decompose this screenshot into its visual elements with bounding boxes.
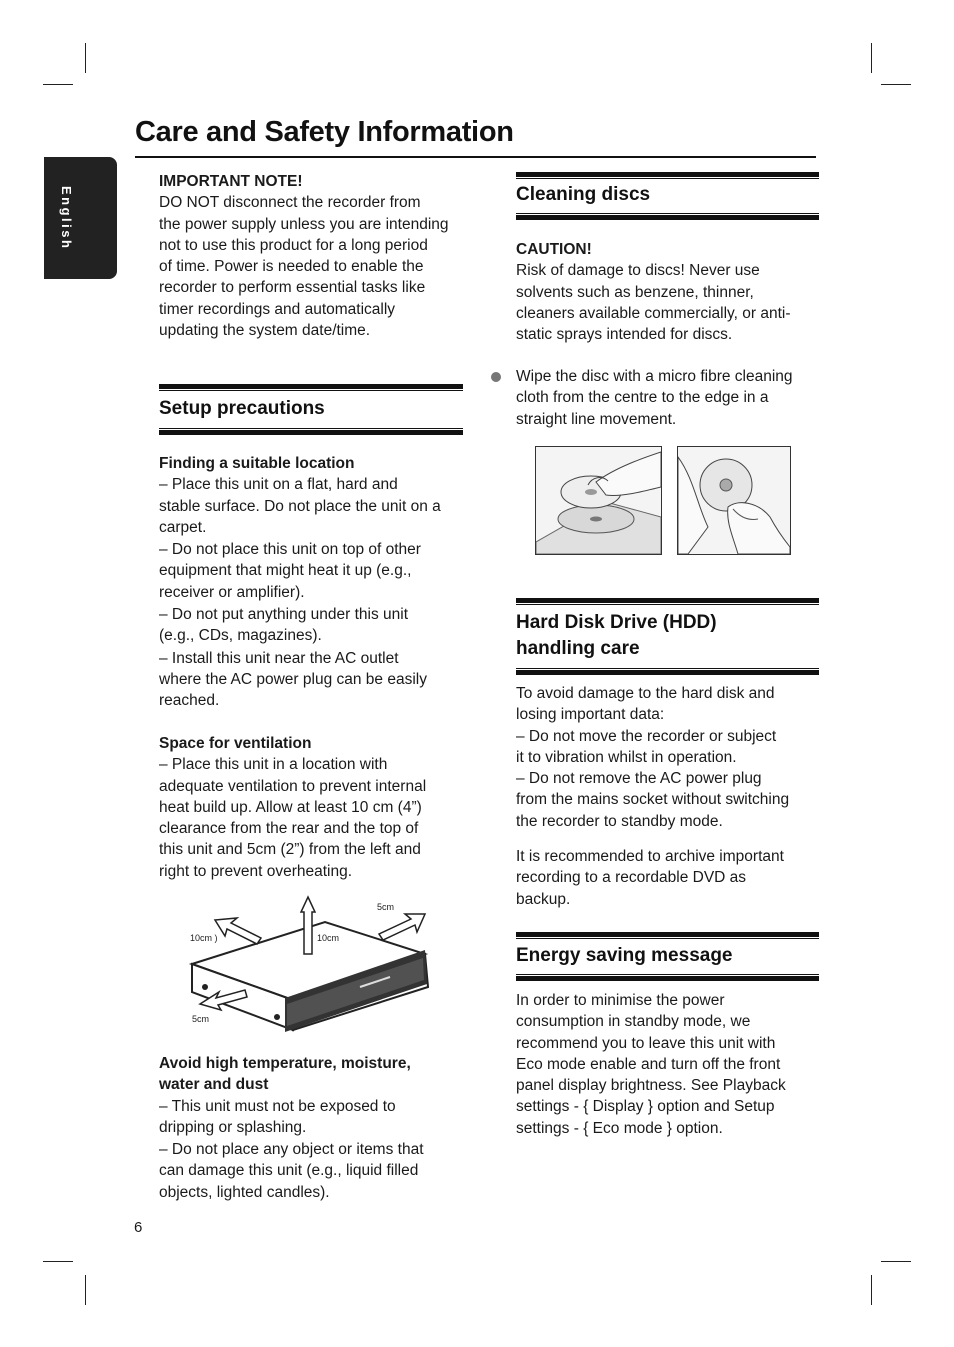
text-line: consumption in standby mode, we — [516, 1013, 751, 1031]
location-section — [159, 453, 469, 712]
text-line: stable surface. Do not place the unit on a — [159, 497, 441, 515]
energy-saving-heading: Energy saving message — [516, 945, 733, 966]
section-rule — [159, 430, 463, 435]
text-line: it to vibration whilst in operation. — [516, 748, 737, 766]
text-line: backup. — [516, 890, 571, 908]
ventilation-diagram — [185, 892, 440, 1037]
text-line: – Do not remove the AC power plug — [516, 770, 762, 788]
hdd-heading-line: handling care — [516, 638, 640, 659]
text-line: receiver or amplifier). — [159, 583, 305, 601]
text-line: of time. Power is needed to enable the — [159, 258, 424, 276]
crop-mark — [871, 43, 872, 73]
figure-label: 5cm — [192, 1014, 210, 1024]
text-line: It is recommended to archive important — [516, 848, 784, 866]
text-line: the recorder to standby mode. — [516, 812, 723, 830]
text-line: static sprays intended for discs. — [516, 326, 733, 344]
language-tab — [44, 157, 117, 279]
section-rule — [516, 213, 819, 214]
text-line: panel display brightness. See Playback — [516, 1077, 786, 1095]
text-line: objects, lighted candles). — [159, 1183, 330, 1201]
section-rule — [516, 178, 819, 179]
text-line: cloth from the centre to the edge in a — [516, 389, 769, 407]
text-line: solvents such as benzene, thinner, — [516, 283, 754, 301]
setup-precautions-heading: Setup precautions — [159, 398, 325, 419]
text-line: (e.g., CDs, magazines). — [159, 627, 322, 645]
figure-label: 10cm ) — [190, 933, 218, 943]
text-line: the power supply unless you are intending — [159, 215, 449, 233]
section-rule — [159, 428, 463, 429]
text-line: where the AC power plug can be easily — [159, 670, 427, 688]
text-line: not to use this product for a long period — [159, 236, 428, 254]
figure-label: 10cm — [317, 933, 340, 943]
text-line: carpet. — [159, 518, 207, 536]
crop-mark — [881, 84, 911, 85]
cleaning-discs-heading: Cleaning discs — [516, 184, 651, 205]
text-line: Wipe the disc with a micro fibre cleaning — [516, 368, 793, 385]
text-line: – This unit must not be exposed to — [159, 1097, 396, 1115]
text-line: – Do not move the recorder or subject — [516, 727, 777, 745]
section-rule — [516, 598, 819, 603]
subheading: Space for ventilation — [159, 735, 312, 752]
text-line: recommend you to leave this unit with — [516, 1034, 776, 1052]
text-line: settings - { Display } option and Setup — [516, 1098, 775, 1116]
text-line: straight line movement. — [516, 410, 677, 428]
language-tab-label: English — [59, 186, 74, 251]
section-rule — [516, 215, 819, 220]
text-line: Risk of damage to discs! Never use — [516, 262, 760, 280]
text-line: recording to a recordable DVD as — [516, 869, 747, 887]
cleaning-bullet — [516, 366, 826, 430]
hdd-heading-line: Hard Disk Drive (HDD) — [516, 612, 717, 633]
crop-mark — [881, 1261, 911, 1262]
text-line: – Do not place any object or items that — [159, 1141, 424, 1159]
text-line: this unit and 5cm (2”) from the left and — [159, 841, 421, 859]
text-line: losing important data: — [516, 706, 665, 724]
text-line: To avoid damage to the hard disk and — [516, 685, 775, 702]
text-line: – Place this unit in a location with — [159, 756, 388, 774]
text-line: from the mains socket without switching — [516, 791, 790, 809]
caution-section — [516, 239, 826, 345]
section-rule — [516, 172, 819, 177]
text-line: right to prevent overheating. — [159, 862, 353, 880]
text-line: adequate ventilation to prevent internal — [159, 777, 427, 795]
crop-mark — [85, 1275, 86, 1305]
text-line: – Install this unit near the AC outlet — [159, 649, 399, 667]
disc-cleaning-photo — [535, 446, 662, 555]
text-line: timer recordings and automatically — [159, 300, 396, 318]
hdd-heading — [516, 610, 717, 662]
text-line: cleaners available commercially, or anti- — [516, 304, 791, 322]
section-rule — [516, 604, 819, 605]
subheading: water and dust — [159, 1076, 269, 1094]
figure-label: 5cm — [377, 902, 395, 912]
subheading: Avoid high temperature, moisture, — [159, 1055, 411, 1072]
section-rule — [516, 932, 819, 937]
ventilation-section — [159, 733, 469, 882]
text-line: – Place this unit on a flat, hard and — [159, 476, 398, 494]
subheading: Finding a suitable location — [159, 455, 355, 472]
section-rule — [159, 390, 463, 391]
crop-mark — [43, 1261, 73, 1262]
title-rule — [135, 156, 816, 158]
section-rule — [516, 668, 819, 669]
crop-mark — [871, 1275, 872, 1305]
text-line: Eco mode enable and turn off the front — [516, 1055, 781, 1073]
temperature-section — [159, 1053, 469, 1203]
section-rule — [516, 938, 819, 939]
section-rule — [516, 974, 819, 975]
caution-heading: CAUTION! — [516, 241, 592, 258]
crop-mark — [85, 43, 86, 73]
text-line: recorder to perform essential tasks like — [159, 279, 426, 297]
text-line: settings - { Eco mode } option. — [516, 1119, 723, 1137]
text-line: – Do not place this unit on top of other — [159, 541, 421, 559]
energy-section — [516, 990, 826, 1139]
text-line: clearance from the rear and the top of — [159, 820, 419, 838]
section-rule — [159, 384, 463, 389]
text-line: – Do not put anything under this unit — [159, 606, 409, 624]
text-line: In order to minimise the power — [516, 992, 725, 1009]
text-line: updating the system date/time. — [159, 322, 371, 340]
page-number: 6 — [134, 1219, 143, 1236]
text-line: DO NOT disconnect the recorder from — [159, 194, 421, 212]
disc-wiping-photo — [677, 446, 791, 555]
page-title: Care and Safety Information — [135, 116, 514, 148]
text-line: equipment that might heat it up (e.g., — [159, 562, 412, 580]
section-rule — [516, 670, 819, 675]
bullet-icon — [491, 372, 501, 382]
text-line: heat build up. Allow at least 10 cm (4”) — [159, 798, 422, 816]
important-note — [159, 171, 469, 341]
text-line: reached. — [159, 692, 220, 710]
hdd-section — [516, 683, 826, 910]
text-line: can damage this unit (e.g., liquid filled — [159, 1162, 419, 1180]
section-rule — [516, 976, 819, 981]
text-line: dripping or splashing. — [159, 1118, 307, 1136]
crop-mark — [43, 84, 73, 85]
important-note-heading: IMPORTANT NOTE! — [159, 173, 303, 190]
